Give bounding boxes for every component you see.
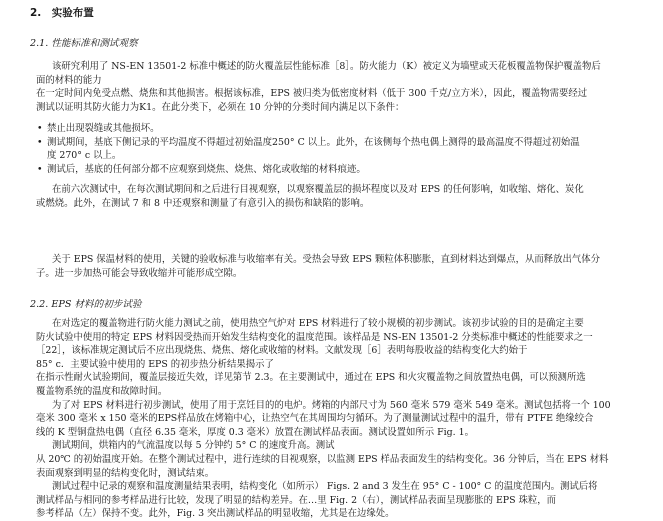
paragraph-preliminary-tests: [36, 317, 648, 521]
text-line: 在一定时间内免受点燃、烧焦和其他损害。根据该标准，EPS 被归类为低密度材料（低于 300 千克/立方米），因此，覆盖物需要经过: [36, 88, 588, 100]
section-heading: 2. 实验布置: [30, 7, 94, 19]
paragraph-observations: [36, 183, 648, 210]
text-line: 防火试验中使用的特定 EPS 材料因受热而开始发生结构变化的温度范围。该样品是 NS-EN 13501-2 分类标准中概述的性能要求之一: [36, 331, 593, 343]
text-line: 毫米 300 毫米 x 150 毫米的EPS样品放在烤箱中心，让热空气在其周围均匀循环。为了测量测试过程中的温升，带有 PTFE 绝缘绞合: [36, 413, 594, 425]
bullet-dot-icon: •: [37, 123, 43, 134]
subsection-heading-2-1: 2.1. 性能标准和测试观察: [30, 38, 138, 49]
paragraph-criteria: [36, 60, 648, 114]
bullet-text: 测试后，基底的任何部分都不应观察到烧焦、烧焦、熔化或收缩的材料痕迹。: [47, 163, 366, 175]
bullet-text: 测试期间，基底下侧记录的平均温度不得超过初始温度250° C 以上。此外，在该侧每个热电偶上测得的最高温度不得超过初始温: [47, 136, 580, 148]
text-line: ［22］，该标准规定测试后不应出现烧焦、烧焦、熔化或收缩的材料。文献发现［6］表明每股收益的结构变化大约始于: [36, 345, 528, 357]
text-line: 从 20℃ 的初始温度开始。在整个测试过程中，进行连续的目视观察，以监测 EPS 样品表面发生的结构变化。36 分钟后，当在 EPS 材料: [36, 453, 609, 465]
text-line: 该研究利用了 NS-EN 13501-2 标准中概述的防火覆盖层性能标准［8］。防火能力（K）被定义为墙壁或天花板覆盖物保护覆盖物后: [52, 61, 601, 72]
bullet-continuation: 度 270° c 以上。: [47, 150, 122, 162]
bullet-item: [37, 163, 647, 177]
bullet-text: 禁止出现裂缝或其他损坏。: [47, 123, 160, 134]
bullet-list: [37, 122, 647, 176]
bullet-item: [37, 122, 647, 136]
text-line: 测试以证明其防火能力为K1。在此分类下，必须在 10 分钟的分类时间内满足以下条件：: [36, 101, 405, 113]
text-line: 为了对 EPS 材料进行初步测试，使用了用于烹饪目的的电炉。烤箱的内部尺寸为 560 毫米 579 毫米 549 毫米。测试包括将一个 100: [52, 399, 611, 411]
text-line: 85° c．主要试验中使用的 EPS 的初步热分析结果揭示了: [36, 358, 274, 370]
bullet-dot-icon: •: [37, 136, 43, 148]
text-line: 测试过程中记录的观察和温度测量结果表明，结构变化（如所示） Figs. 2 and 3 发生在 95° C - 100° C 的温度范围内。测试后将: [52, 481, 598, 493]
text-line: 关于 EPS 保温材料的使用，关键的验收标准与收缩率有关。受热会导致 EPS 颗粒体积膨胀，直到材料达到爆点，从而释放出气体分: [52, 254, 600, 265]
text-line: 在对选定的覆盖物进行防火能力测试之前，使用热空气炉对 EPS 材料进行了较小规模的初步测试。该初步试验的目的是确定主要: [52, 318, 584, 329]
subsection-heading-2-2: 2.2. EPS 材料的初步试验: [30, 299, 142, 310]
text-line: 面的材料的能力: [36, 74, 102, 86]
text-line: 在前六次测试中，在每次测试期间和之后进行目视观察，以观察覆盖层的损坏程度以及对 EPS 的任何影响，如收缩、熔化、炭化: [52, 184, 584, 195]
text-line: 参考样品（左）保持不变。此外，Fig. 3 突出测试样品的明显收缩，尤其是在边缘处。: [36, 508, 395, 520]
text-line: 线的 K 型铜盘热电偶（直径 6.35 毫米，厚度 0.3 毫米）放置在测试样品表面。测试设置如所示 Fig. 1。: [36, 426, 474, 438]
text-line: 子。进一步加热可能会导致收缩并可能形成空隙。: [36, 267, 243, 279]
paragraph-eps-acceptance: [36, 253, 648, 280]
text-line: 在指示性耐火试验期间，覆盖层接近失效，详见第节 2.3。在主要测试中，通过在 EPS 和火灾覆盖物之间放置热电偶，可以预测所选: [36, 372, 586, 384]
text-line: 覆盖物系统的温度和故障时间。: [36, 385, 168, 397]
text-line: 表面观察到明显的结构变化时，测试结束。: [36, 467, 215, 479]
text-line: 测试样品与相同的参考样品进行比较，发现了明显的结构差异。在…里 Fig. 2（右），测试样品表面呈现膨胀的 EPS 珠粒，而: [36, 494, 557, 506]
bullet-dot-icon: •: [37, 163, 43, 175]
text-line: 测试期间，烘箱内的气流温度以每 5 分钟约 5° C 的速度升高。测试: [52, 440, 335, 452]
bullet-item: [37, 136, 647, 150]
text-line: 或燃烧。此外，在测试 7 和 8 中还观察和测量了有意引入的损伤和缺陷的影响。: [36, 197, 370, 209]
